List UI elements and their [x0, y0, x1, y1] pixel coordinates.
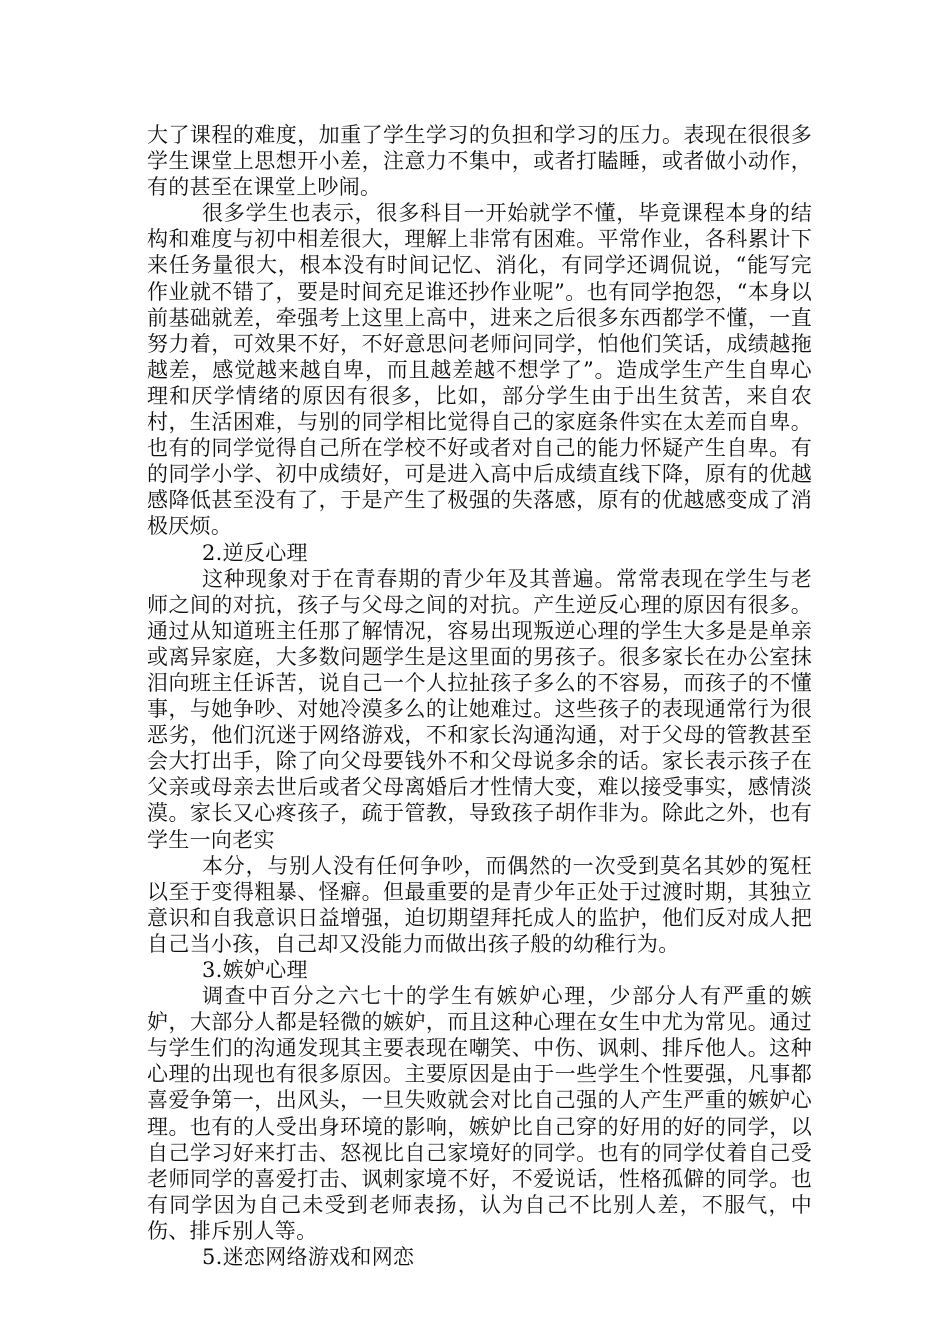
document-body — [147, 122, 812, 1270]
section-heading-internet-addiction: 5.迷恋网络游戏和网恋 — [202, 1245, 415, 1270]
paragraph-inferiority: 很多学生也表示，很多科目一开始就学不懂，毕竟课程本身的结构和难度与初中相差很大，理解上非常有困难。平常作业，各科累计下来任务量很大，根本没有时间记忆、消化，有同学还调侃说，“能写完作业就不错了，要是时间充足谁还抄作业呢”。也有同学抱怨，“本身以前基础就差，牵强考上这里上高中，进来之后很多东西都学不懂，一直努力着，可效果不好，不好意思问老师问同学，怕他们笑话，成绩越拖越差，感觉越来越自卑，而且越差越不想学了”。造成学生产生自卑心理和厌学情绪的原因有很多，比如，部分学生由于出生贫苦，来自农村，生活困难，与别的同学相比觉得自己的家庭条件实在太差而自卑。也有的同学觉得自己所在学校不好或者对自己的能力怀疑产生自卑。有的同学小学、初中成绩好，可是进入高中后成绩直线下降，原有的优越感降低甚至没有了，于是产生了极强的失落感，原有的优越感变成了消极厌烦。 — [147, 201, 812, 539]
section-heading-jealousy: 3.嫉妒心理 — [202, 958, 308, 982]
section-heading-rebellion: 2.逆反心理 — [202, 540, 308, 565]
paragraph-jealousy: 调查中百分之六七十的学生有嫉妒心理，少部分人有严重的嫉妒，大部分人都是轻微的嫉妒，而且这种心理在女生中尤为常见。通过与学生们的沟通发现其主要表现在嘲笑、中伤、讽刺、排斥他人。这种心理的出现也有很多原因。主要原因是由于一些学生个性要强，凡事都喜爱争第一，出风头，一旦失败就会对比自己强的人产生严重的嫉妒心理。也有的人受出身环境的影响，嫉妒比自己穿的好用的好的同学，以自己学习好来打击、怒视比自己家境好的同学。也有的同学仗着自己受老师同学的喜爱打击、讽刺家境不好，不爱说话，性格孤僻的同学。也有同学因为自己未受到老师表扬，认为自己不比别人差，不服气，中伤、排斥别人等。 — [147, 984, 812, 1243]
paragraph-rebellion: 这种现象对于在青春期的青少年及其普遍。常常表现在学生与老师之间的对抗，孩子与父母之间的对抗。产生逆反心理的原因有很多。通过从知道班主任那了解情况，容易出现叛逆心理的学生大多是是单亲或离异家庭，大多数问题学生是这里面的男孩子。很多家长在办公室抹泪向班主任诉苦，说自己一个人拉扯孩子多么的不容易，而孩子的不懂事，与她争吵、对她冷漠多么的让她难过。这些孩子的表现通常行为很恶劣，他们沉迷于网络游戏，不和家长沟通沟通，对于父母的管教甚至会大打出手，除了向父母要钱外不和父母说多余的话。家长表示孩子在父亲或母亲去世后或者父母离婚后才性情大变，难以接受事实，感情淡漠。家长又心疼孩子，疏于管教，导致孩子胡作非为。除此之外，也有学生一向老实 — [147, 566, 812, 852]
paragraph-course-difficulty: 大了课程的难度，加重了学生学习的负担和学习的压力。表现在很很多学生课堂上思想开小差，注意力不集中，或者打瞌睡，或者做小动作，有的甚至在课堂上吵闹。 — [147, 123, 812, 200]
paragraph-rebellion-continued: 本分，与别人没有任何争吵，而偶然的一次受到莫名其妙的冤枉以至于变得粗暴、怪癖。但最重要的是青少年正处于过渡时期，其独立意识和自我意识日益增强，迫切期望拜托成人的监护，他们反对成人把自己当小孩，自己却又没能力而做出孩子般的幼稚行为。 — [147, 853, 812, 956]
